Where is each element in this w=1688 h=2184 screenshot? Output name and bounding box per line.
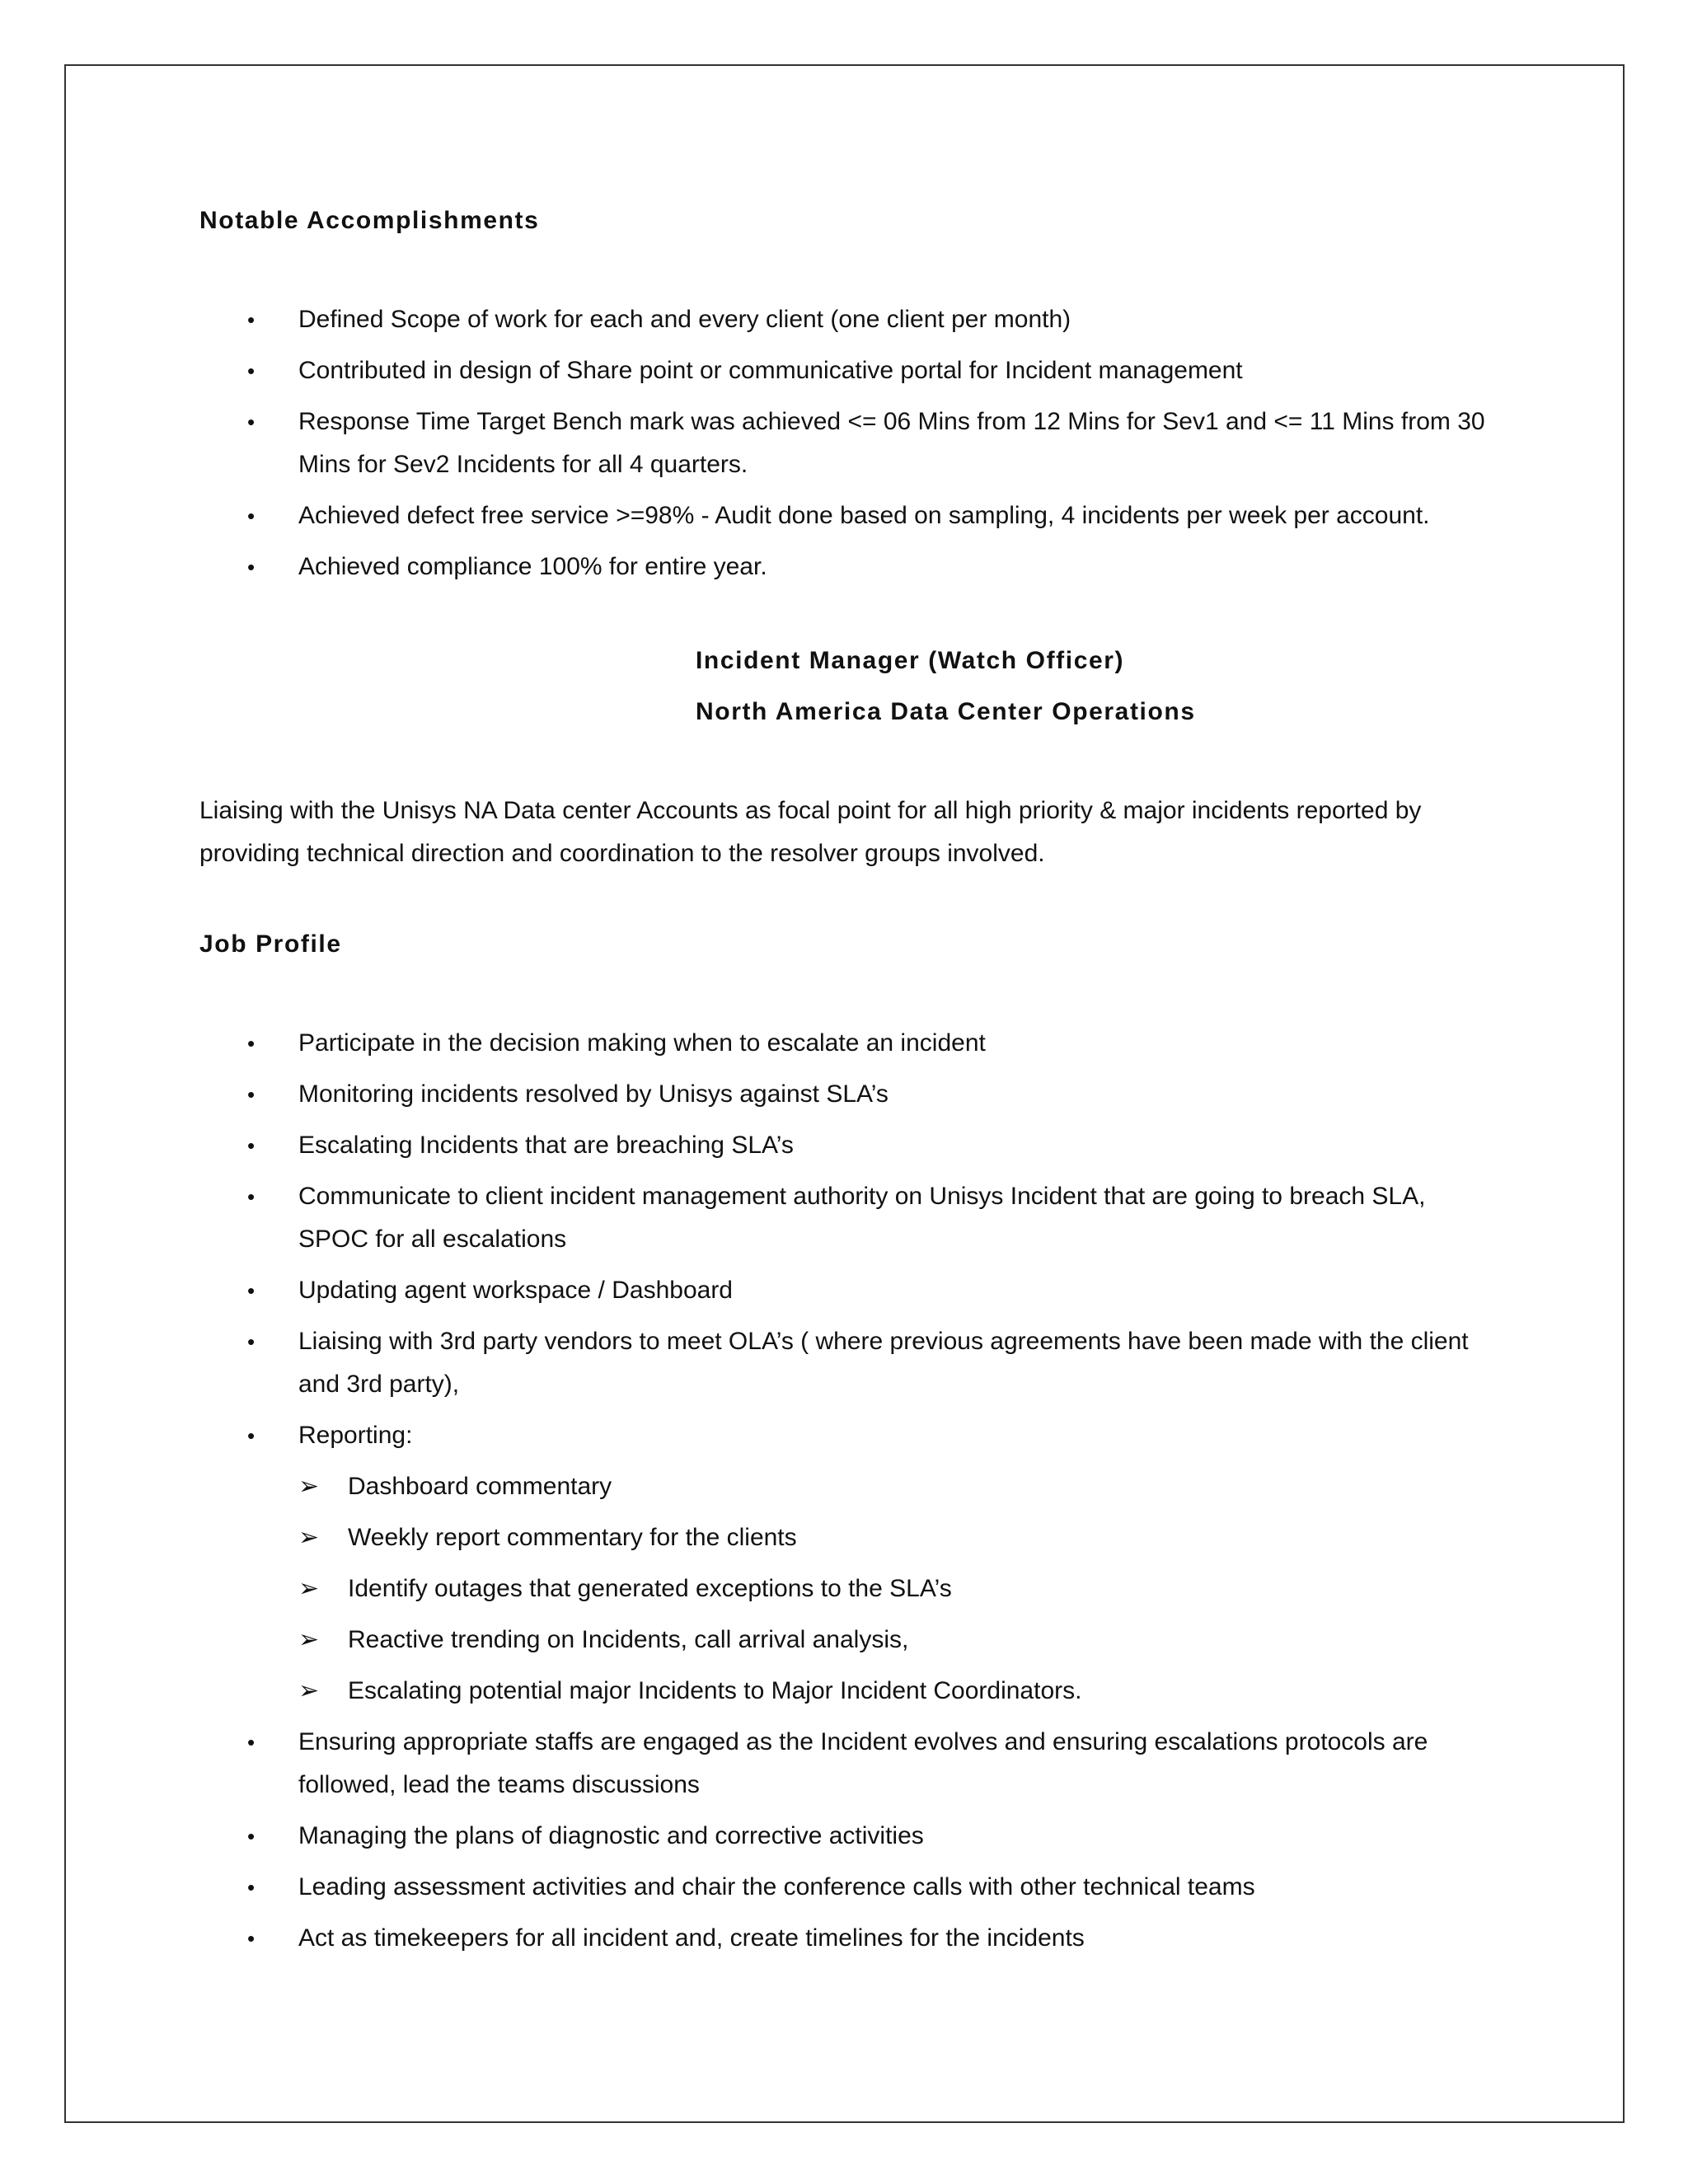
sub-list-item: ➢ Weekly report commentary for the clients [298, 1516, 1502, 1559]
notable-accomplishments-list [199, 298, 1502, 588]
list-item: • Ensuring appropriate staffs are engaged as the Incident evolves and ensuring escalations protocols are followed, lead the teams discussions [199, 1721, 1502, 1807]
list-item: • Contributed in design of Share point or communicative portal for Incident management [199, 349, 1502, 392]
role-summary: Liaising with the Unisys NA Data center Accounts as focal point for all high priority & major incidents reported by providing technical direction and coordination to the resolver groups involved. [199, 797, 1422, 867]
list-item-reporting: • Reporting: ➢ Dashboard commentary ➢ Weekly report commentary for the clients ➢ Identify outages that generated exceptions to the SLA’s ➢ Reactive trending on Incidents, call arrival analysis, ➢ Escalating potential major Incidents to Major Incident Coordinators. [199, 1414, 1502, 1713]
bullet-icon: • [247, 1423, 256, 1448]
bullet-icon: • [247, 307, 256, 332]
bullet-icon: • [247, 504, 256, 528]
role-department: North America Data Center Operations [696, 698, 1196, 725]
list-item: • Participate in the decision making when to escalate an incident [199, 1022, 1502, 1065]
sub-list-item: ➢ Reactive trending on Incidents, call arrival analysis, [298, 1619, 1502, 1661]
job-profile-heading: Job Profile [199, 930, 342, 958]
bullet-icon: • [247, 1730, 256, 1755]
sub-list-item: ➢ Escalating potential major Incidents to Major Incident Coordinators. [298, 1670, 1502, 1713]
bullet-icon: • [247, 410, 256, 434]
arrow-bullet-icon: ➢ [298, 1575, 320, 1602]
bullet-icon: • [247, 1824, 256, 1849]
list-item: • Communicate to client incident management authority on Unisys Incident that are going to breach SLA, SPOC for all escalations [199, 1175, 1502, 1261]
list-item: • Defined Scope of work for each and every client (one client per month) [199, 298, 1502, 341]
list-item: • Achieved defect free service >=98% - Audit done based on sampling, 4 incidents per week per account. [199, 494, 1502, 537]
arrow-bullet-icon: ➢ [298, 1473, 320, 1500]
list-item: • Response Time Target Bench mark was achieved <= 06 Mins from 12 Mins for Sev1 and <= 11 Mins from 30 Mins for Sev2 Incidents for all 4 quarters. [199, 401, 1502, 486]
bullet-icon: • [247, 1184, 256, 1209]
list-item: • Act as timekeepers for all incident and, create timelines for the incidents [199, 1917, 1502, 1960]
role-title: Incident Manager (Watch Officer) [696, 647, 1125, 674]
list-item: • Liaising with 3rd party vendors to meet OLA’s ( where previous agreements have been made with the client and 3rd party), [199, 1320, 1502, 1406]
arrow-bullet-icon: ➢ [298, 1626, 320, 1653]
bullet-icon: • [247, 555, 256, 579]
bullet-icon: • [247, 1082, 256, 1107]
bullet-icon: • [247, 1926, 256, 1951]
bullet-icon: • [247, 1875, 256, 1900]
list-item: • Achieved compliance 100% for entire year. [199, 546, 1502, 588]
list-item: • Escalating Incidents that are breaching SLA’s [199, 1124, 1502, 1167]
sub-list-item: ➢ Identify outages that generated exceptions to the SLA’s [298, 1568, 1502, 1610]
list-item: • Managing the plans of diagnostic and corrective activities [199, 1815, 1502, 1858]
job-profile-list [199, 1022, 1502, 1960]
bullet-icon: • [247, 1278, 256, 1303]
notable-accomplishments-heading: Notable Accomplishments [199, 207, 540, 234]
list-item: • Leading assessment activities and chair the conference calls with other technical teams [199, 1866, 1502, 1909]
bullet-icon: • [247, 1133, 256, 1158]
bullet-icon: • [247, 1031, 256, 1056]
arrow-bullet-icon: ➢ [298, 1677, 320, 1704]
bullet-icon: • [247, 359, 256, 383]
list-item: • Updating agent workspace / Dashboard [199, 1269, 1502, 1312]
document-content [199, 206, 1502, 1968]
arrow-bullet-icon: ➢ [298, 1524, 320, 1551]
reporting-sublist [298, 1465, 1502, 1713]
sub-list-item: ➢ Dashboard commentary [298, 1465, 1502, 1508]
list-item: • Monitoring incidents resolved by Unisys against SLA’s [199, 1073, 1502, 1116]
role-header [696, 646, 1502, 727]
bullet-icon: • [247, 1329, 256, 1354]
